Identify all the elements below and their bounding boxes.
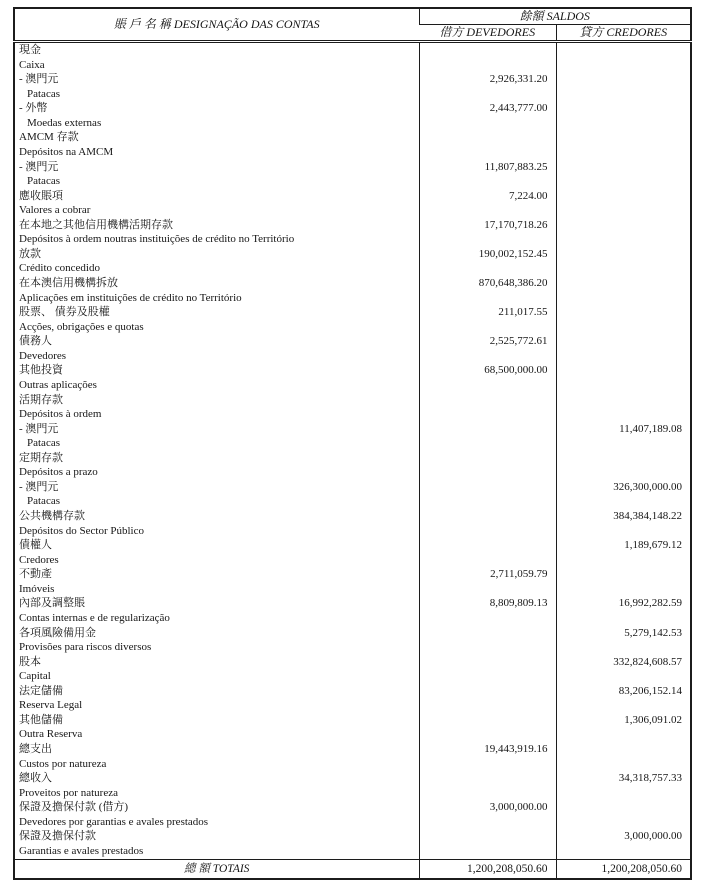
table-footer xyxy=(14,859,691,879)
totals-label: 總 額 TOTAIS xyxy=(14,859,419,879)
table-row xyxy=(14,116,691,131)
table-row xyxy=(14,72,691,87)
debit-amount xyxy=(419,829,556,844)
account-label: Outra Reserva xyxy=(19,728,83,741)
account-label: Custos por natureza xyxy=(19,757,107,770)
account-label: 股票、 債券及股權 xyxy=(19,306,110,319)
table-row xyxy=(14,101,691,116)
table-row xyxy=(14,261,691,276)
table-row xyxy=(14,378,691,393)
credit-amount xyxy=(556,320,691,335)
credit-amount xyxy=(556,800,691,815)
debit-amount xyxy=(419,757,556,772)
totals-debit: 1,200,208,050.60 xyxy=(419,859,556,879)
table-row xyxy=(14,786,691,801)
account-label: 股本 xyxy=(19,655,41,668)
table-row xyxy=(14,407,691,422)
credit-amount xyxy=(556,334,691,349)
table-row xyxy=(14,436,691,451)
account-label: 內部及調整賬 xyxy=(19,597,85,610)
credit-amount: 16,992,282.59 xyxy=(556,596,691,611)
debit-amount xyxy=(419,422,556,437)
credit-amount xyxy=(556,757,691,772)
debit-amount xyxy=(419,582,556,597)
debit-amount xyxy=(419,42,556,58)
table-row xyxy=(14,145,691,160)
debit-amount: 2,926,331.20 xyxy=(419,72,556,87)
debit-amount: 211,017.55 xyxy=(419,305,556,320)
debit-amount xyxy=(419,538,556,553)
table-row xyxy=(14,684,691,699)
table-row xyxy=(14,451,691,466)
table-row xyxy=(14,349,691,364)
account-label: 在本地之其他信用機構活期存款 xyxy=(19,218,173,231)
debit-amount xyxy=(419,480,556,495)
table-row xyxy=(14,596,691,611)
table-row xyxy=(14,42,691,58)
account-label: Caixa xyxy=(19,58,45,71)
debit-amount xyxy=(419,713,556,728)
debit-amount: 17,170,718.26 xyxy=(419,218,556,233)
table-row xyxy=(14,130,691,145)
table-row xyxy=(14,844,691,859)
account-label: Proveitos por natureza xyxy=(19,786,118,799)
debit-amount xyxy=(419,232,556,247)
table-row xyxy=(14,509,691,524)
account-label: Credores xyxy=(19,553,59,566)
debit-amount: 11,807,883.25 xyxy=(419,160,556,175)
credit-amount xyxy=(556,276,691,291)
credit-amount: 1,189,679.12 xyxy=(556,538,691,553)
totals-credit: 1,200,208,050.60 xyxy=(556,859,691,879)
debit-amount xyxy=(419,669,556,684)
credit-amount: 384,384,148.22 xyxy=(556,509,691,524)
table-row xyxy=(14,829,691,844)
debit-amount xyxy=(419,655,556,670)
account-label: Devedores por garantias e avales prestados xyxy=(19,815,209,828)
credit-amount xyxy=(556,174,691,189)
account-label: Depósitos à ordem xyxy=(19,408,102,421)
debit-amount: 2,443,777.00 xyxy=(419,101,556,116)
credit-amount xyxy=(556,363,691,378)
table-row xyxy=(14,742,691,757)
debit-amount xyxy=(419,553,556,568)
table-row xyxy=(14,232,691,247)
account-label: Valores a cobrar xyxy=(19,204,91,217)
debit-amount: 190,002,152.45 xyxy=(419,247,556,262)
col-header-designation: 賬 戶 名 稱 DESIGNAÇÃO DAS CONTAS xyxy=(14,8,419,42)
table-row xyxy=(14,524,691,539)
account-label: Patacas xyxy=(27,437,60,450)
account-label: 活期存款 xyxy=(19,393,63,406)
credit-amount: 326,300,000.00 xyxy=(556,480,691,495)
table-row xyxy=(14,276,691,291)
debit-amount: 3,000,000.00 xyxy=(419,800,556,815)
account-label: Imóveis xyxy=(19,582,55,595)
table-row xyxy=(14,320,691,335)
account-label: Outras aplicações xyxy=(19,378,97,391)
debit-amount xyxy=(419,684,556,699)
account-label: Provisões para riscos diversos xyxy=(19,641,152,654)
table-row xyxy=(14,655,691,670)
debit-amount: 2,711,059.79 xyxy=(419,567,556,582)
account-label: Crédito concedido xyxy=(19,262,100,275)
credit-amount xyxy=(556,611,691,626)
credit-amount: 11,407,189.08 xyxy=(556,422,691,437)
credit-amount xyxy=(556,101,691,116)
account-label: Depósitos a prazo xyxy=(19,466,98,479)
table-row xyxy=(14,363,691,378)
debit-amount xyxy=(419,174,556,189)
account-label: 定期存款 xyxy=(19,451,63,464)
debit-amount xyxy=(419,815,556,830)
accounts-table-body xyxy=(14,42,691,860)
credit-amount xyxy=(556,727,691,742)
table-row xyxy=(14,727,691,742)
debit-amount xyxy=(419,320,556,335)
account-label: 在本澳信用機構拆放 xyxy=(19,277,118,289)
debit-amount xyxy=(419,436,556,451)
credit-amount xyxy=(556,451,691,466)
credit-amount xyxy=(556,42,691,58)
credit-amount xyxy=(556,640,691,655)
debit-amount xyxy=(419,611,556,626)
account-label: 保證及擔保付款 (借方) xyxy=(19,801,129,814)
credit-amount xyxy=(556,291,691,306)
table-header xyxy=(14,8,691,42)
credit-amount xyxy=(556,815,691,830)
credit-amount xyxy=(556,742,691,757)
account-label: Depósitos à ordem noutras instituições de crédito no Território xyxy=(19,233,295,246)
debit-amount xyxy=(419,640,556,655)
account-label: Aplicações em instituições de crédito no Território xyxy=(19,291,242,304)
account-label: AMCM 存款 xyxy=(19,131,79,144)
credit-amount xyxy=(556,145,691,160)
debit-amount: 68,500,000.00 xyxy=(419,363,556,378)
account-label: Depósitos na AMCM xyxy=(19,145,114,158)
table-row xyxy=(14,582,691,597)
debit-amount xyxy=(419,349,556,364)
table-row xyxy=(14,218,691,233)
debit-amount xyxy=(419,494,556,509)
table-row xyxy=(14,815,691,830)
table-row xyxy=(14,422,691,437)
credit-amount xyxy=(556,669,691,684)
table-row xyxy=(14,698,691,713)
table-row xyxy=(14,771,691,786)
credit-amount xyxy=(556,232,691,247)
table-row xyxy=(14,553,691,568)
table-row xyxy=(14,611,691,626)
table-row xyxy=(14,626,691,641)
debit-amount xyxy=(419,786,556,801)
credit-amount xyxy=(556,494,691,509)
debit-amount xyxy=(419,203,556,218)
table-row xyxy=(14,465,691,480)
credit-amount xyxy=(556,553,691,568)
table-row xyxy=(14,713,691,728)
credit-amount xyxy=(556,218,691,233)
table-row xyxy=(14,538,691,553)
account-label: - 澳門元 xyxy=(19,422,59,435)
debit-amount xyxy=(419,698,556,713)
table-row xyxy=(14,567,691,582)
account-label: - 澳門元 xyxy=(19,160,59,173)
table-row xyxy=(14,291,691,306)
credit-amount xyxy=(556,58,691,73)
account-label: Reserva Legal xyxy=(19,699,83,712)
table-row xyxy=(14,757,691,772)
table-row xyxy=(14,305,691,320)
account-label: 放款 xyxy=(19,247,41,260)
debit-amount xyxy=(419,509,556,524)
credit-amount: 83,206,152.14 xyxy=(556,684,691,699)
credit-amount xyxy=(556,130,691,145)
debit-amount xyxy=(419,378,556,393)
credit-amount: 34,318,757.33 xyxy=(556,771,691,786)
table-row xyxy=(14,669,691,684)
account-label: 各項風險備用金 xyxy=(19,626,96,639)
account-label: 總支出 xyxy=(19,743,52,755)
account-label: Contas internas e de regularização xyxy=(19,611,170,624)
account-label: 其他儲備 xyxy=(19,713,63,726)
debit-amount xyxy=(419,727,556,742)
table-row xyxy=(14,247,691,262)
accounts-table xyxy=(13,7,692,880)
account-label: Acções, obrigações e quotas xyxy=(19,320,144,333)
table-row xyxy=(14,58,691,73)
debit-amount xyxy=(419,130,556,145)
debit-amount: 19,443,919.16 xyxy=(419,742,556,757)
credit-amount xyxy=(556,349,691,364)
table-row xyxy=(14,393,691,408)
col-header-credit: 貸方 CREDORES xyxy=(556,25,691,42)
account-label: Moedas externas xyxy=(27,116,102,129)
account-label: Patacas xyxy=(27,495,60,508)
account-label: 其他投資 xyxy=(19,364,63,377)
account-label: 總收入 xyxy=(19,772,52,785)
debit-amount xyxy=(419,844,556,859)
col-header-saldos: 餘額 SALDOS xyxy=(419,8,691,25)
account-label: - 澳門元 xyxy=(19,480,59,493)
table-row xyxy=(14,334,691,349)
debit-amount xyxy=(419,407,556,422)
account-label: Capital xyxy=(19,670,51,683)
totals-row xyxy=(14,859,691,879)
debit-amount xyxy=(419,465,556,480)
debit-amount xyxy=(419,58,556,73)
credit-amount xyxy=(556,844,691,859)
account-label: - 外幣 xyxy=(19,102,48,115)
debit-amount xyxy=(419,393,556,408)
debit-amount xyxy=(419,116,556,131)
debit-amount xyxy=(419,771,556,786)
credit-amount xyxy=(556,465,691,480)
table-row xyxy=(14,800,691,815)
credit-amount xyxy=(556,378,691,393)
credit-amount xyxy=(556,393,691,408)
credit-amount xyxy=(556,407,691,422)
credit-amount: 1,306,091.02 xyxy=(556,713,691,728)
credit-amount: 332,824,608.57 xyxy=(556,655,691,670)
account-label: - 澳門元 xyxy=(19,73,59,86)
account-label: 不動產 xyxy=(19,568,52,581)
account-label: Patacas xyxy=(27,175,60,188)
col-header-debit: 借方 DEVEDORES xyxy=(419,25,556,42)
credit-amount xyxy=(556,305,691,320)
credit-amount: 5,279,142.53 xyxy=(556,626,691,641)
credit-amount xyxy=(556,116,691,131)
credit-amount xyxy=(556,786,691,801)
credit-amount xyxy=(556,524,691,539)
credit-amount xyxy=(556,72,691,87)
debit-amount xyxy=(419,87,556,102)
account-label: Garantias e avales prestados xyxy=(19,844,144,857)
debit-amount: 8,809,809.13 xyxy=(419,596,556,611)
table-row xyxy=(14,494,691,509)
table-row xyxy=(14,87,691,102)
account-label: 債權人 xyxy=(19,539,52,552)
table-row xyxy=(14,480,691,495)
debit-amount xyxy=(419,451,556,466)
credit-amount xyxy=(556,261,691,276)
credit-amount xyxy=(556,189,691,204)
credit-amount xyxy=(556,567,691,582)
debit-amount xyxy=(419,524,556,539)
table-row xyxy=(14,203,691,218)
debit-amount xyxy=(419,145,556,160)
account-label: Devedores xyxy=(19,349,67,362)
account-label: 應收賬項 xyxy=(19,189,63,202)
credit-amount xyxy=(556,160,691,175)
debit-amount xyxy=(419,291,556,306)
debit-amount xyxy=(419,261,556,276)
credit-amount: 3,000,000.00 xyxy=(556,829,691,844)
table-row xyxy=(14,160,691,175)
debit-amount: 870,648,386.20 xyxy=(419,276,556,291)
account-label: 保證及擔保付款 xyxy=(19,830,96,843)
credit-amount xyxy=(556,203,691,218)
account-label: Patacas xyxy=(27,87,60,100)
debit-amount: 2,525,772.61 xyxy=(419,334,556,349)
credit-amount xyxy=(556,698,691,713)
account-label: 債務人 xyxy=(19,335,52,348)
credit-amount xyxy=(556,582,691,597)
table-row xyxy=(14,640,691,655)
credit-amount xyxy=(556,247,691,262)
account-label: Depósitos do Sector Público xyxy=(19,524,144,537)
debit-amount: 7,224.00 xyxy=(419,189,556,204)
table-row xyxy=(14,174,691,189)
debit-amount xyxy=(419,626,556,641)
account-label: 現金 xyxy=(19,44,41,56)
account-label: 公共機構存款 xyxy=(19,510,85,522)
account-label: 法定儲備 xyxy=(19,684,63,697)
table-row xyxy=(14,189,691,204)
header-row-group xyxy=(14,8,691,25)
credit-amount xyxy=(556,87,691,102)
credit-amount xyxy=(556,436,691,451)
